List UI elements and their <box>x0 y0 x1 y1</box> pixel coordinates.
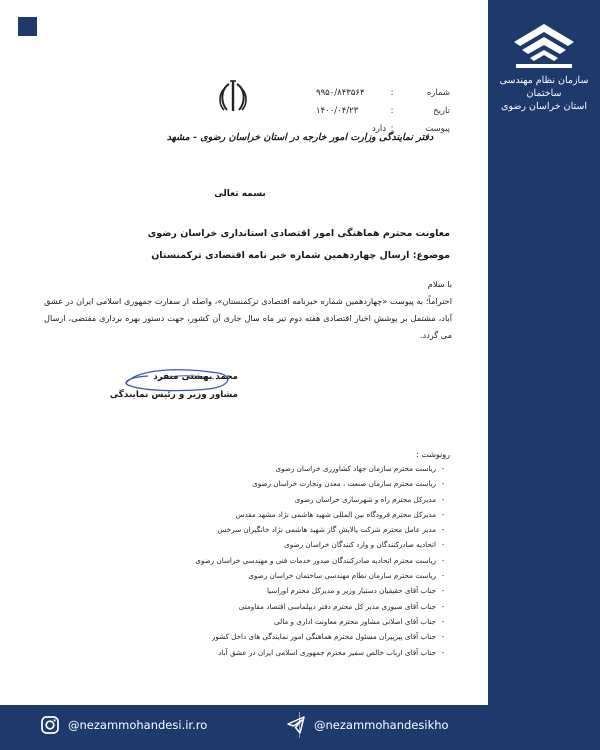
attachment-value: دارد <box>371 124 386 134</box>
cc-item-text: جناب آقای حقیقیان دستیار وزیر و مدیرکل محترم اوراسیا <box>266 586 436 596</box>
cc-item-text: مدیر عامل محترم شرکت پالایش گاز شهید هاشمی نژاد خانگیران سرخس <box>217 525 436 535</box>
cc-item-text: جناب آقای ارباب خالص سفیر محترم جمهوری اسلامی ایران در عشق آباد <box>218 647 436 657</box>
cc-dash: - <box>441 586 445 596</box>
cc-item-text: ریاست محترم سازمان نظام مهندسی ساختمان خراسان رضوی <box>248 571 436 581</box>
cc-item-text: مدیرکل محترم فرودگاه بین المللی شهید هاشمی نژاد مشهد مقدس <box>235 509 436 519</box>
cc-item <box>150 553 450 568</box>
cc-item <box>150 645 450 660</box>
signer-name: محمد بهشتی منفرد <box>153 372 238 382</box>
letter-body <box>44 276 452 344</box>
org-name <box>494 74 594 113</box>
body-paragraph: احتراماً؛ به پیوست «چهاردهمین شماره خبرنامه اقتصادی ترکمنستان»، واصله از سفارت جمهوری اسلامی ایران در عشق آباد، مشتمل بر پوشش اخبار اقتصادی هفته دوم تیر ماه سال جاری آن کشور، جهت دستور بهره برداری مقتضی، ارسال می گردد. <box>44 296 452 340</box>
cc-item <box>150 583 450 598</box>
date-label: تاریخ <box>433 106 450 116</box>
cc-item <box>150 568 450 583</box>
letter-meta <box>316 84 450 138</box>
cc-item <box>150 461 450 476</box>
cc-list <box>150 461 450 660</box>
cc-dash: - <box>441 509 445 519</box>
number-value: ۹۹۵۰/۸۴۳۵۶۴ <box>316 88 365 98</box>
iran-emblem-icon <box>215 78 251 114</box>
subject-line: موضوع: ارسال چهاردهمین شماره خبر نامه اقتصادی ترکمنستان <box>151 250 450 261</box>
corner-square <box>18 17 37 36</box>
colon: : <box>390 106 394 116</box>
cc-item-text: ریاست محترم سازمان صنعت ، معدن وتجارت خراسان رضوی <box>252 479 436 489</box>
date-value: ۱۴۰۰/۰۴/۲۳ <box>316 106 359 116</box>
issuing-office: دفتر نمایندگی وزارت امور خارجه در استان خراسان رضوی - مشهد <box>166 132 434 143</box>
instagram-handle-text: @nezammohandesi.ir.ro <box>68 718 208 732</box>
cc-item <box>150 507 450 522</box>
cc-dash: - <box>441 479 445 489</box>
cc-dash: - <box>441 494 445 504</box>
cc-heading: رونوشت : <box>416 450 450 459</box>
cc-dash: - <box>441 540 445 550</box>
cc-dash: - <box>441 601 445 611</box>
telegram-handle-text: @nezammohandesikho <box>314 718 449 732</box>
telegram-icon <box>286 715 306 735</box>
cc-item-text: مدیرکل محترم راه و شهرسازی خراسان رضوی <box>294 494 436 504</box>
cc-item <box>150 614 450 629</box>
cc-dash: - <box>441 555 445 565</box>
cc-item-text: جناب آقای پیرپیران مسئول محترم هماهنگی امور نمایندگی های داخل کشور <box>211 632 436 642</box>
org-name-line2: استان خراسان رضوی <box>501 101 587 112</box>
cc-dash: - <box>441 571 445 581</box>
addressee: معاونت محترم هماهنگی امور اقتصادی استانداری خراسان رضوی <box>147 228 450 239</box>
cc-item <box>150 476 450 491</box>
cc-item-text: ریاست محترم سازمان جهاد کشاورزی خراسان رضوی <box>275 464 436 473</box>
building-logo-icon <box>508 20 580 70</box>
colon: : <box>390 88 394 98</box>
cc-item <box>150 537 450 552</box>
meta-number-row <box>316 84 450 102</box>
cc-item-text: جناب آقای اصلانی مشاور محترم معاونت اداری و مالی <box>274 616 436 626</box>
instagram-icon <box>40 715 60 735</box>
cc-item <box>150 599 450 614</box>
cc-item <box>150 492 450 507</box>
cc-dash: - <box>441 616 445 626</box>
attachment-label: پیوست <box>425 124 450 134</box>
colon: : <box>390 124 394 134</box>
cc-dash: - <box>441 632 445 642</box>
cc-item-text: جناب آقای صبوری مدیر کل محترم دفتر دیپلماسی اقتصاد مقاومتی <box>238 601 436 611</box>
bismillah: بسمه تعالی <box>214 189 266 199</box>
cc-item-text: اتحادیه صادرکنندگان و وارد کنندگان خراسان رضوی <box>284 540 436 550</box>
number-label: شماره <box>426 88 450 98</box>
telegram-handle[interactable] <box>286 713 449 737</box>
meta-date-row <box>316 102 450 120</box>
cc-item <box>150 629 450 644</box>
cc-dash: - <box>441 464 445 473</box>
cc-item-text: ریاست محترم اتحادیه صادرکنندگان صدور خدمات فنی و مهندسی خراسان رضوی <box>195 555 436 565</box>
cc-dash: - <box>441 647 445 657</box>
instagram-handle[interactable] <box>40 713 207 737</box>
signer-title: مشاور وزیر و رئیس نمایندگی <box>109 390 238 400</box>
cc-item <box>150 522 450 537</box>
cc-dash: - <box>441 525 445 535</box>
org-name-line1: سازمان نظام مهندسی ساختمان <box>499 75 589 99</box>
greeting: با سلام <box>427 279 452 289</box>
